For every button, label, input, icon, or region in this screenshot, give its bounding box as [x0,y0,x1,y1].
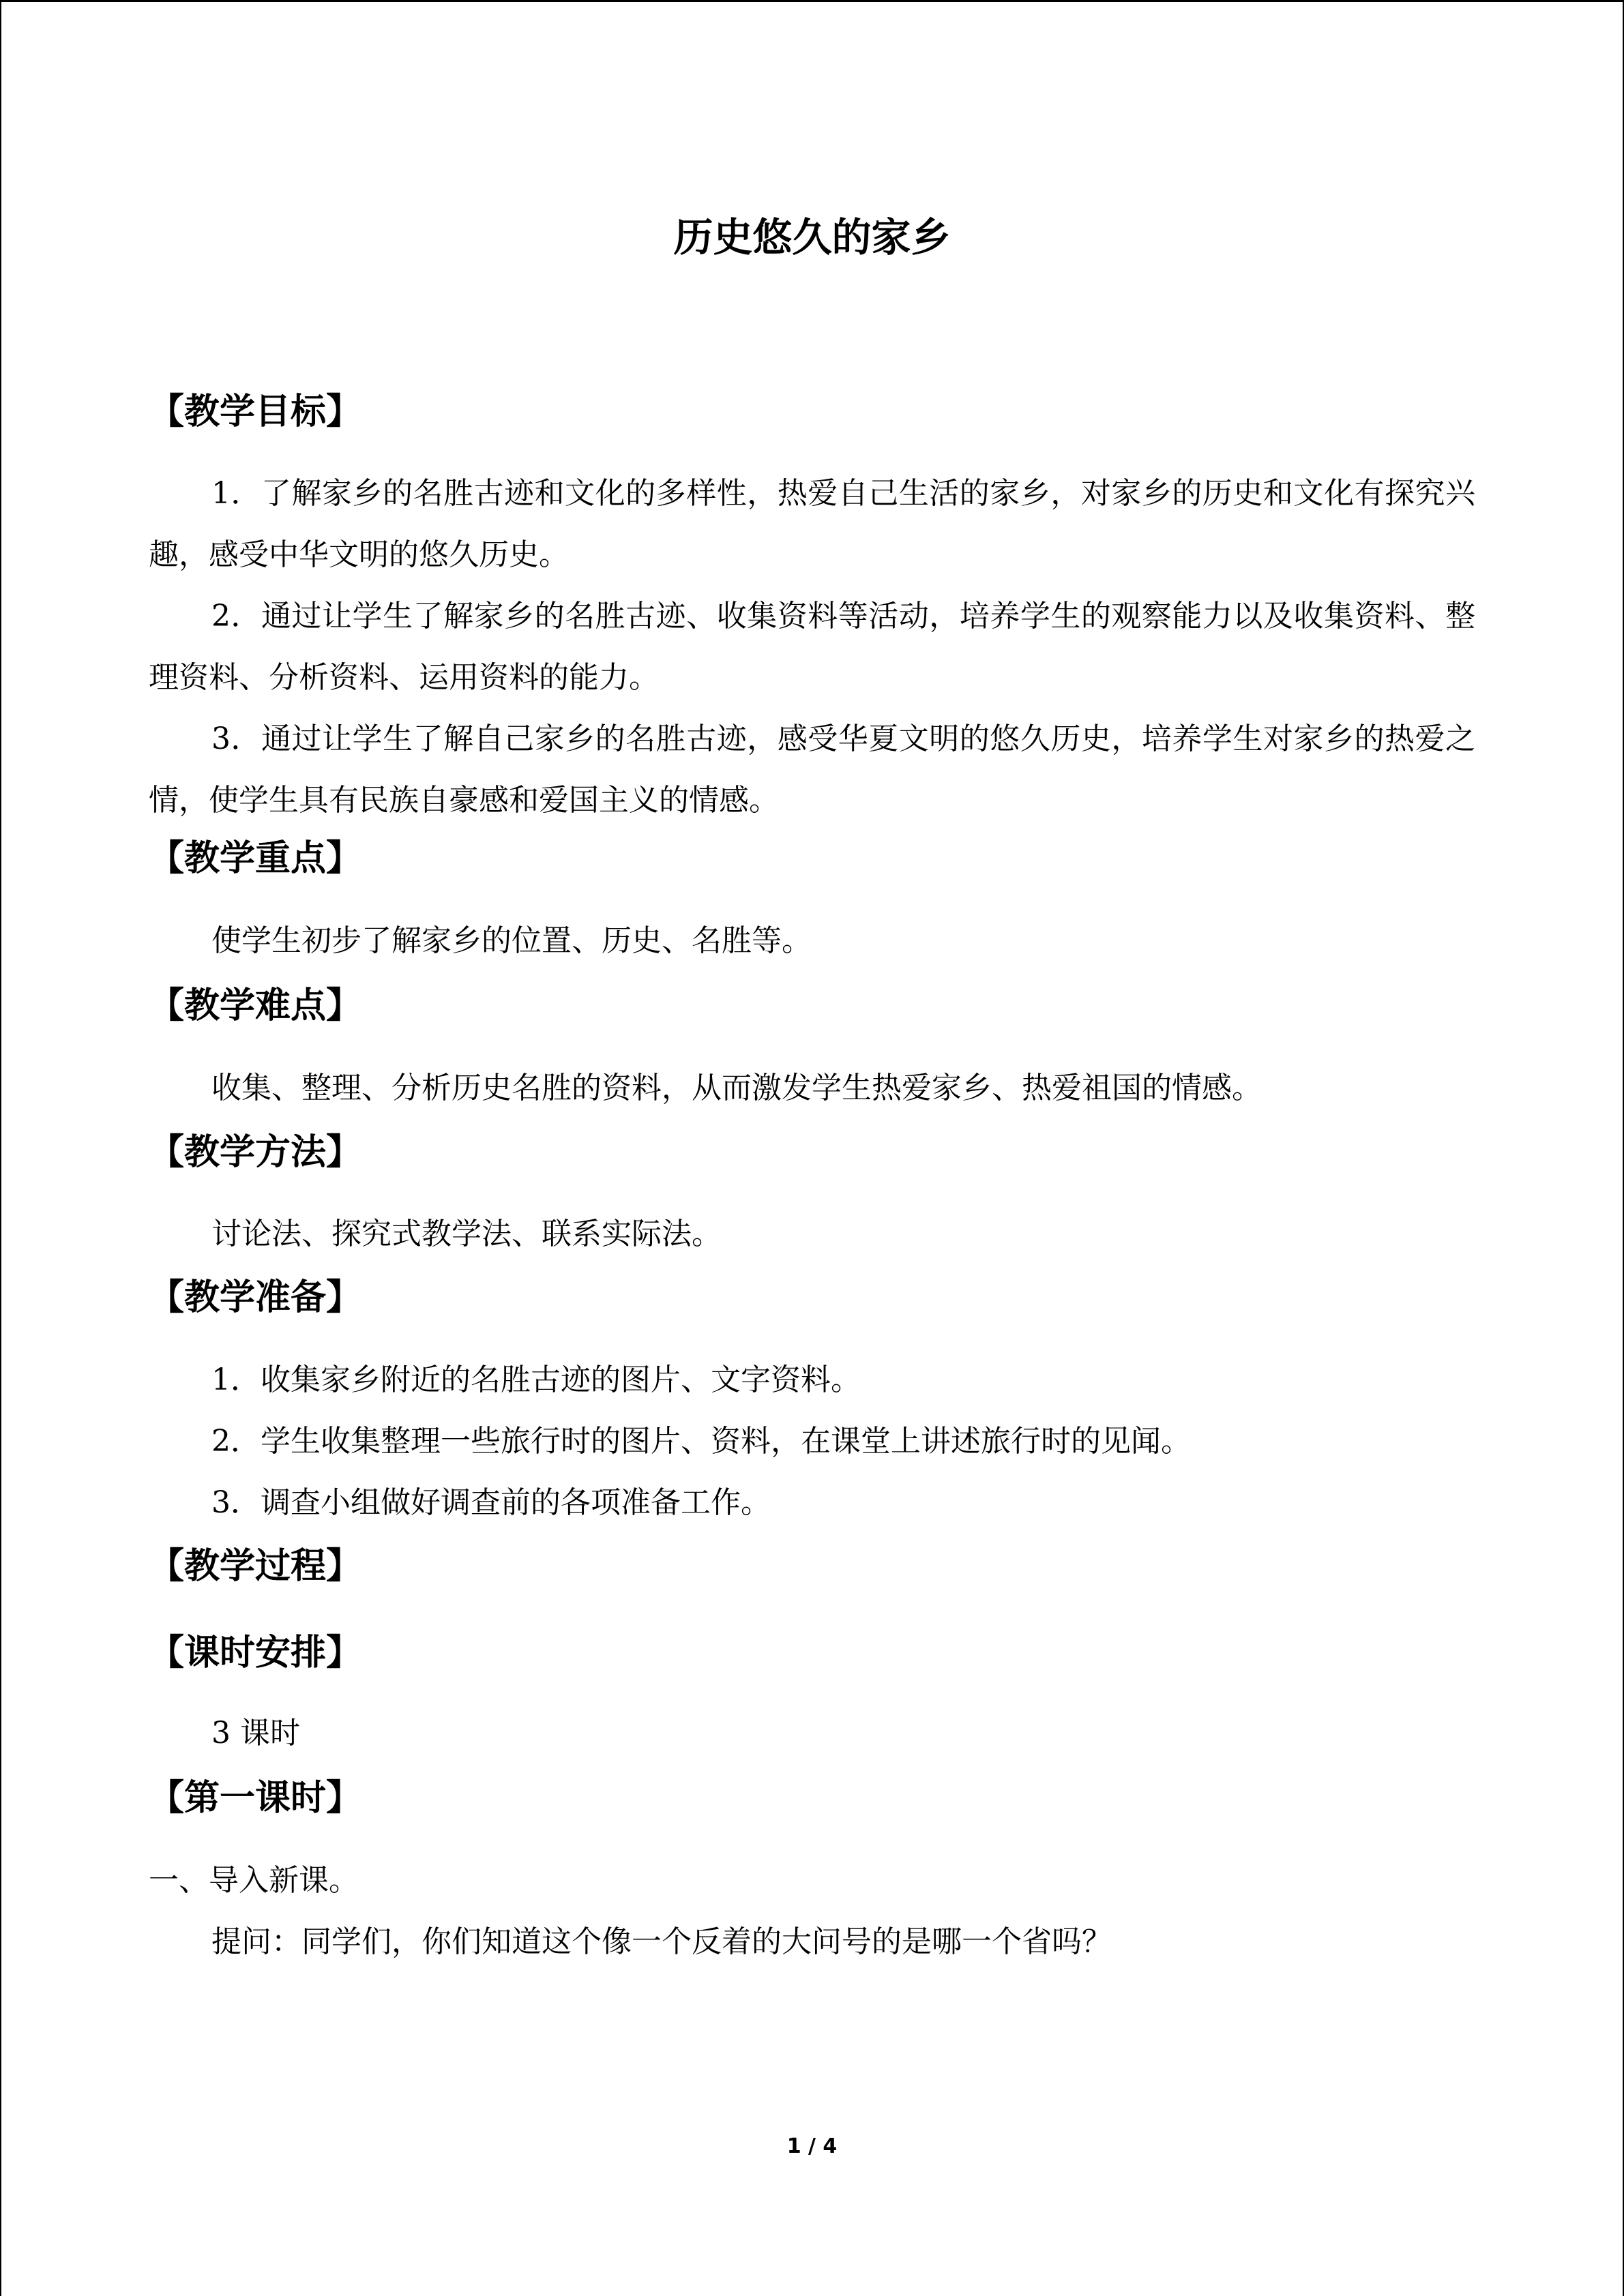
heading-objectives: 【教学目标】 [149,391,362,432]
heading-lesson-one: 【第一课时】 [149,1778,362,1819]
preparation-item-1: 1．收集家乡附近的名胜古迹的图片、文字资料。 [211,1362,861,1397]
preparation-item-2: 2．学生收集整理一些旅行时的图片、资料，在课堂上讲述旅行时的见闻。 [211,1424,1191,1459]
page-number: 1 / 4 [786,2134,838,2158]
objective-item-3: 3．通过让学生了解自己家乡的名胜古迹，感受华夏文明的悠久历史，培养学生对家乡的热爱之情，使学生具有民族自豪感和爱国主义的情感。 [149,721,1475,818]
page-border-top [0,0,1624,2]
page-title: 历史悠久的家乡 [673,214,951,260]
heading-methods: 【教学方法】 [149,1132,362,1173]
page-border-left [0,0,1,2296]
heading-difficulties: 【教学难点】 [149,985,362,1026]
objective-item-1: 1．了解家乡的名胜古迹和文化的多样性，热爱自己生活的家乡，对家乡的历史和文化有探究兴趣，感受中华文明的悠久历史。 [149,476,1475,572]
heading-preparation: 【教学准备】 [149,1277,362,1318]
heading-process: 【教学过程】 [149,1546,362,1587]
difficulties-text: 收集、整理、分析历史名胜的资料，从而激发学生热爱家乡、热爱祖国的情感。 [211,1071,1262,1105]
key-points-text: 使学生初步了解家乡的位置、历史、名胜等。 [211,923,812,958]
heading-schedule: 【课时安排】 [149,1632,362,1673]
schedule-text: 3 课时 [211,1716,300,1750]
objective-item-2: 2．通过让学生了解家乡的名胜古迹、收集资料等活动，培养学生的观察能力以及收集资料、整理资料、分析资料、运用资料的能力。 [149,599,1475,695]
lesson-one-step: 一、导入新课。 [149,1863,359,1898]
lesson-one-question: 提问：同学们，你们知道这个像一个反着的大问号的是哪一个省吗？ [211,1924,1112,1959]
methods-text: 讨论法、探究式教学法、联系实际法。 [211,1217,722,1251]
heading-key-points: 【教学重点】 [149,838,362,879]
preparation-item-3: 3．调查小组做好调查前的各项准备工作。 [211,1485,771,1520]
